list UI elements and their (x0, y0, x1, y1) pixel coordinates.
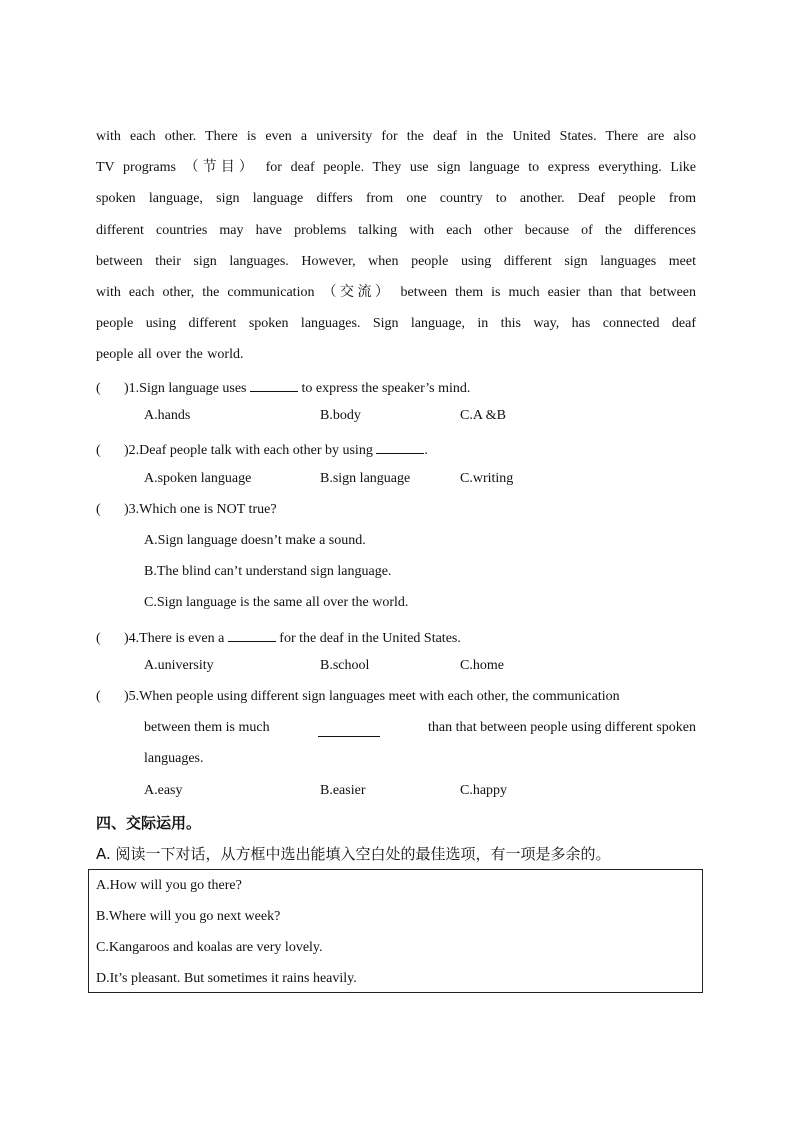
fill-blank[interactable] (376, 439, 424, 454)
fill-blank[interactable] (228, 627, 276, 642)
option-b[interactable]: B.school (320, 658, 370, 673)
answer-bracket-open[interactable]: ( (96, 631, 101, 646)
answer-bracket-close: ) (124, 443, 129, 458)
passage-line: between their sign languages. However, when people using different sign languages meet (96, 253, 696, 269)
question-stem: 5.When people using different sign languages meet with each other, the communication (128, 689, 620, 704)
question-stem: 4.There is even a (128, 631, 225, 646)
passage-line: people using different spoken languages. Sign language, in this way, has connected deaf (96, 316, 696, 332)
question-1 (96, 377, 706, 397)
answer-bracket-close: ) (124, 502, 129, 517)
question-stem-tail: for the deaf in the United States. (279, 631, 461, 646)
option-c[interactable]: C.A &B (460, 408, 506, 423)
question-stem: languages. (144, 751, 204, 766)
section-heading: 四、交际运用。 (96, 814, 202, 832)
option-b[interactable]: B.sign language (320, 471, 411, 486)
question-stem: between them is much (144, 720, 270, 735)
option-a[interactable]: A.spoken language (144, 471, 252, 486)
answer-bracket-open[interactable]: ( (96, 443, 101, 458)
option-c[interactable]: C.Sign language is the same all over the world. (144, 595, 409, 610)
question-2 (96, 439, 706, 459)
options-box (88, 869, 703, 993)
passage-line: people all over the world. (96, 347, 244, 363)
question-5-line-3 (144, 751, 754, 767)
question-5-line-2 (144, 720, 696, 737)
box-option-a: A.How will you go there? (96, 878, 242, 893)
question-stem: 1.Sign language uses (128, 381, 247, 396)
option-a[interactable]: A.hands (144, 408, 191, 423)
answer-bracket-open[interactable]: ( (96, 502, 101, 517)
option-c[interactable]: C.home (460, 658, 504, 673)
question-3 (96, 502, 706, 518)
section-instruction: A. 阅读一下对话，从方框中选出能填入空白处的最佳选项，有一项是多余的。 (96, 845, 611, 863)
question-stem: 2.Deaf people talk with each other by using (128, 443, 373, 458)
option-b[interactable]: B.body (320, 408, 361, 423)
answer-bracket-open[interactable]: ( (96, 689, 101, 704)
option-c[interactable]: C.writing (460, 471, 514, 486)
fill-blank[interactable] (250, 377, 298, 392)
option-b[interactable]: B.easier (320, 783, 366, 798)
option-c[interactable]: C.happy (460, 783, 508, 798)
question-stem-tail: than that between people using different spoken (427, 720, 696, 735)
passage-line: with each other, the communication （交流） between them is much easier than that between (96, 285, 696, 301)
option-a[interactable]: A.easy (144, 783, 183, 798)
question-stem-tail: . (424, 443, 428, 458)
question-stem-tail: to express the speaker’s mind. (301, 381, 471, 396)
answer-bracket-close: ) (124, 631, 129, 646)
question-4 (96, 627, 706, 647)
passage-line: TV programs （节目） for deaf people. They use sign language to express everything. Like (96, 160, 696, 176)
fill-blank[interactable] (318, 722, 380, 737)
box-option-d: D.It’s pleasant. But sometimes it rains heavily. (96, 971, 357, 986)
option-a[interactable]: A.Sign language doesn’t make a sound. (144, 533, 366, 548)
question-5 (96, 689, 706, 705)
option-a[interactable]: A.university (144, 658, 214, 673)
reading-passage (96, 121, 696, 371)
option-b[interactable]: B.The blind can’t understand sign language. (144, 564, 392, 579)
box-option-b: B.Where will you go next week? (96, 909, 281, 924)
passage-line: spoken language, sign language differs from one country to another. Deaf people from (96, 191, 696, 207)
passage-line: different countries may have problems talking with each other because of the differences (96, 222, 696, 238)
question-stem: 3.Which one is NOT true? (128, 502, 277, 517)
answer-bracket-close: ) (124, 381, 129, 396)
answer-bracket-open[interactable]: ( (96, 381, 101, 396)
box-option-c: C.Kangaroos and koalas are very lovely. (96, 940, 323, 955)
passage-line: with each other. There is even a university for the deaf in the United States. There are also (96, 129, 696, 144)
answer-bracket-close: ) (124, 689, 129, 704)
